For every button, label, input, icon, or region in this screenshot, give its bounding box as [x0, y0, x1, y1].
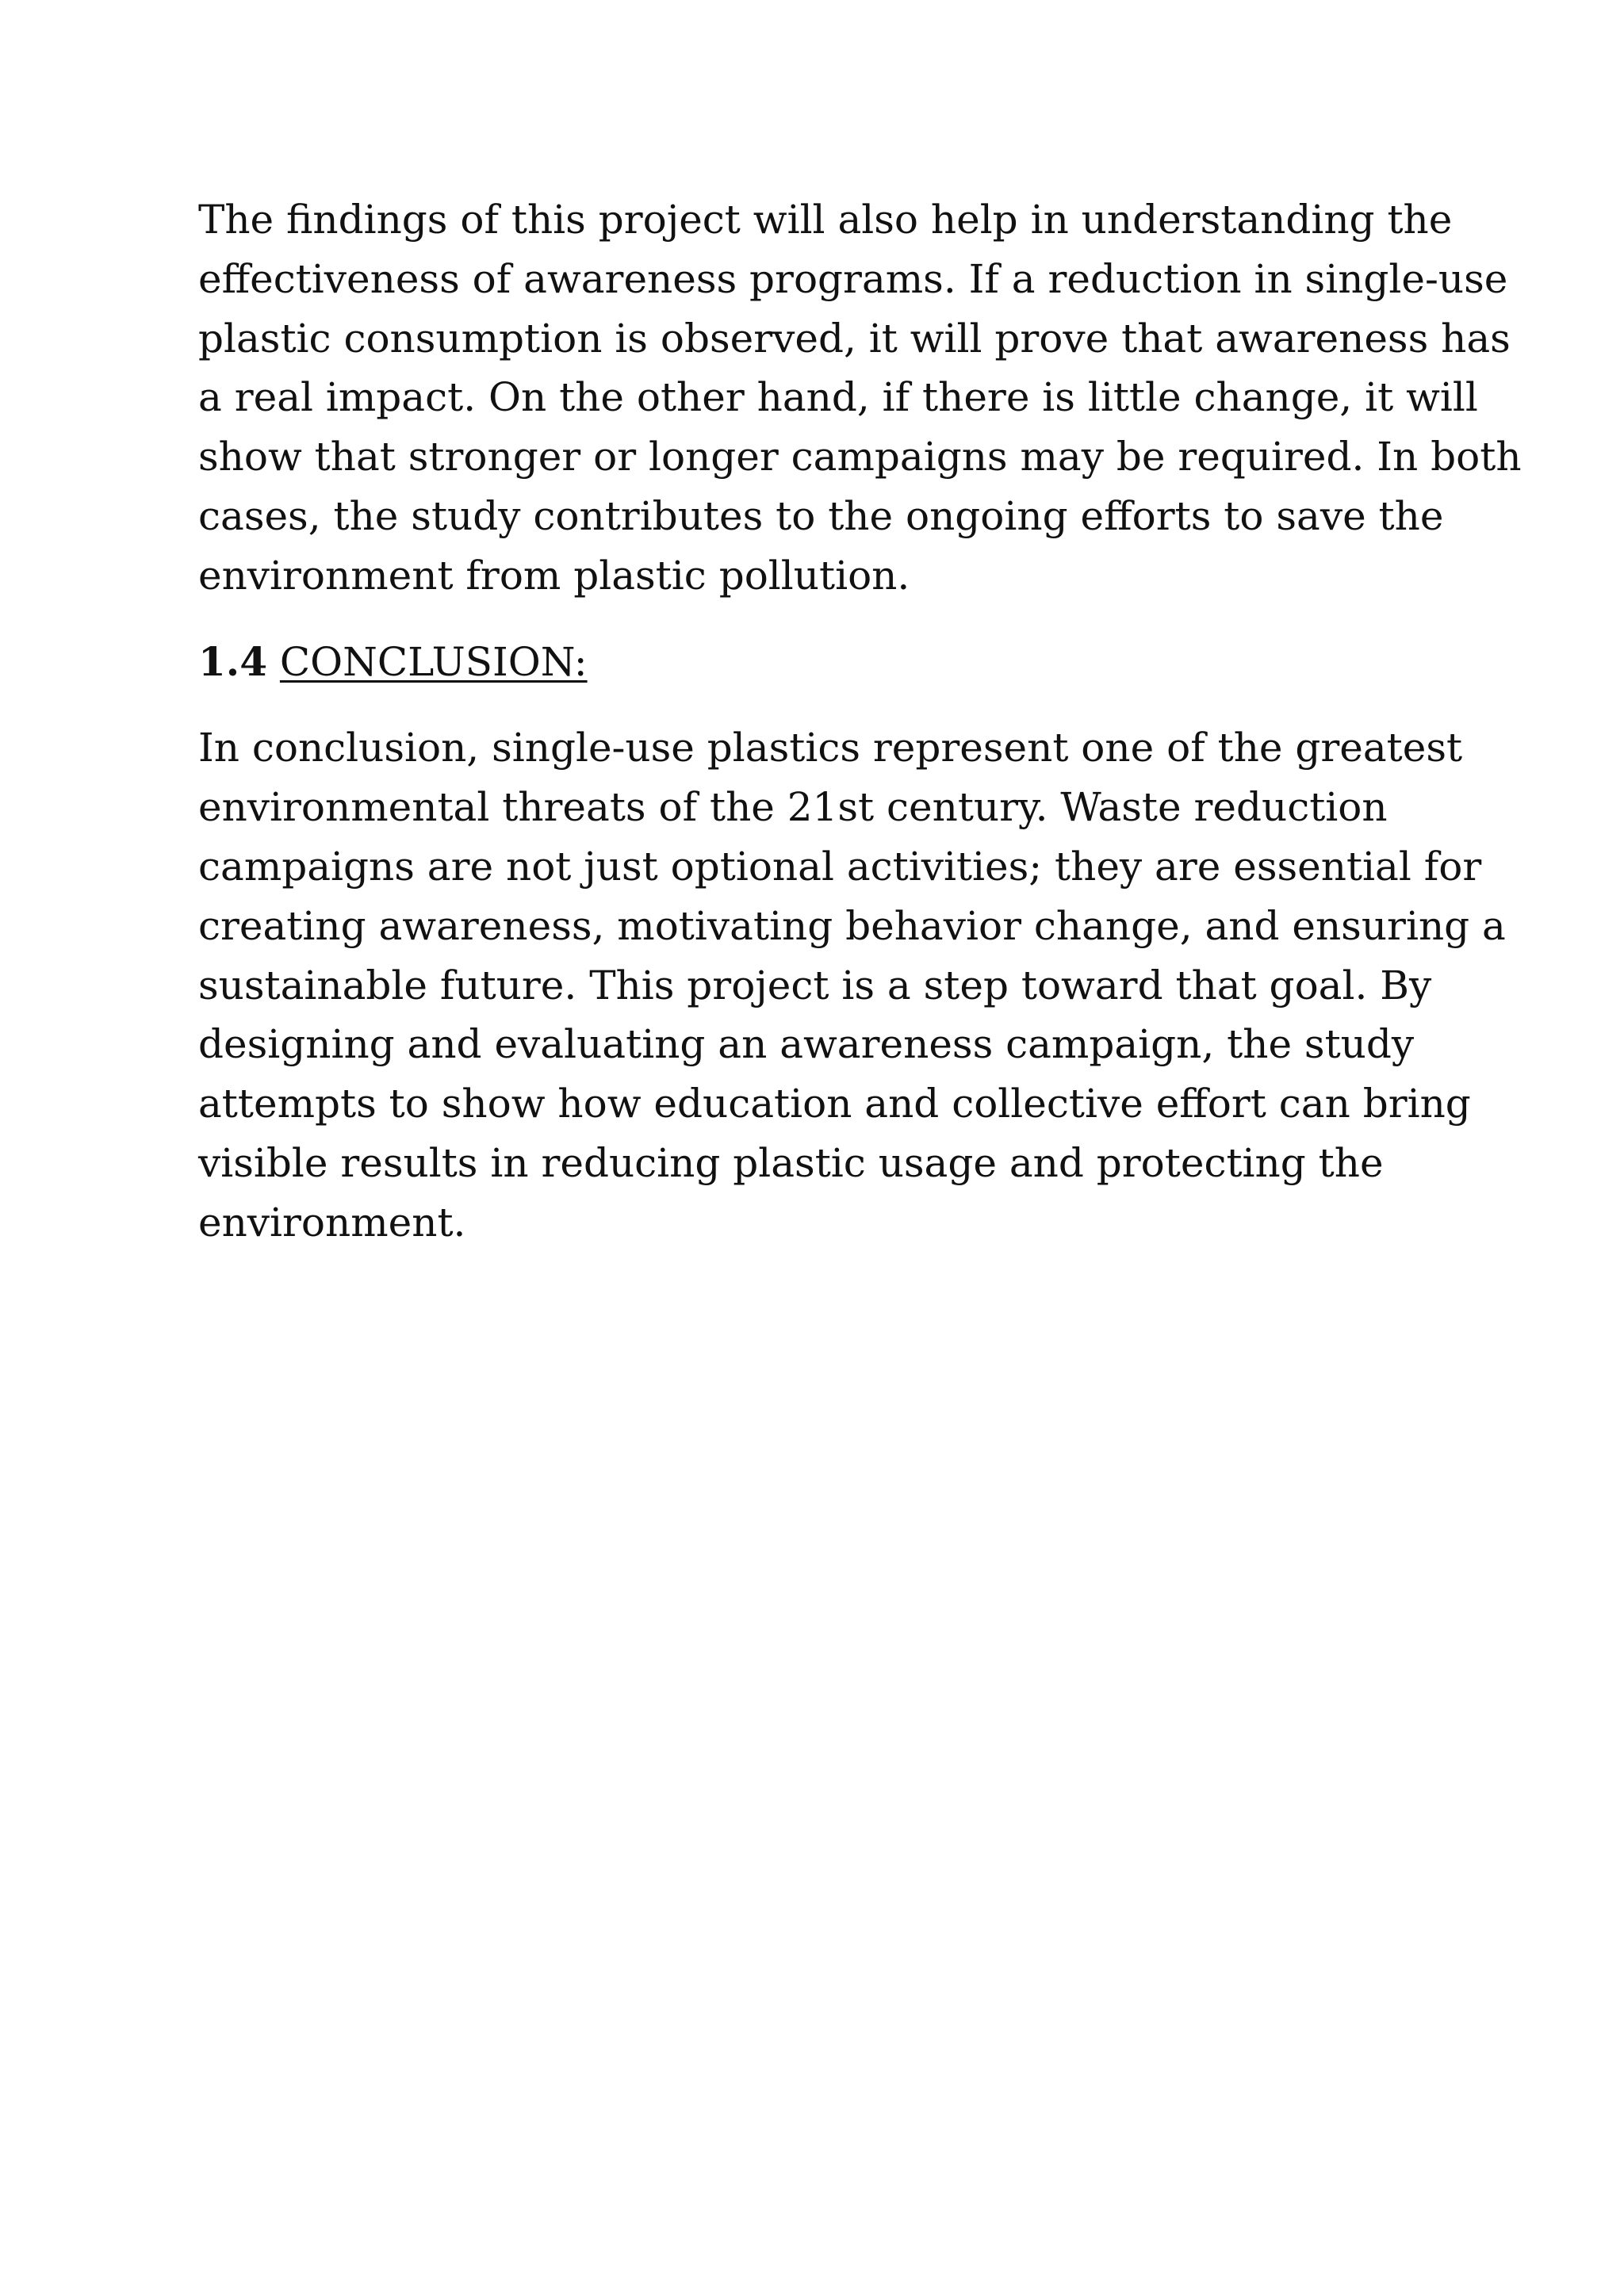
text-line: environment from plastic pollution.	[198, 552, 910, 599]
text-line: show that stronger or longer campaigns may be required. In both	[198, 434, 1522, 480]
text-line: attempts to show how education and collective effort can bring	[198, 1081, 1471, 1127]
text-line: plastic consumption is observed, it will prove that awareness has	[198, 315, 1511, 362]
text-line: environment.	[198, 1199, 466, 1246]
text-line: effectiveness of awareness programs. If a reduction in single-use	[198, 255, 1508, 302]
section-number: 1.4	[198, 637, 267, 685]
document-body	[198, 190, 1522, 1253]
text-line: sustainable future. This project is a step toward that goal. By	[198, 962, 1432, 1008]
findings-paragraph	[198, 190, 1522, 606]
conclusion-paragraph	[198, 718, 1506, 1252]
text-line: In conclusion, single-use plastics represent one of the greatest	[198, 725, 1463, 771]
text-line: creating awareness, motivating behavior change, and ensuring a	[198, 902, 1506, 949]
text-line: The findings of this project will also help in understanding the	[198, 197, 1453, 243]
text-line: designing and evaluating an awareness campaign, the study	[198, 1021, 1415, 1068]
section-heading	[198, 633, 1435, 692]
text-line: visible results in reducing plastic usage and protecting the	[198, 1139, 1384, 1186]
text-line: a real impact. On the other hand, if there is little change, it will	[198, 374, 1478, 421]
text-line: cases, the study contributes to the ongoing efforts to save the	[198, 492, 1444, 539]
text-line: campaigns are not just optional activities; they are essential for	[198, 843, 1482, 890]
section-title: CONCLUSION:	[279, 638, 588, 685]
text-line: environmental threats of the 21st century. Waste reduction	[198, 784, 1388, 831]
